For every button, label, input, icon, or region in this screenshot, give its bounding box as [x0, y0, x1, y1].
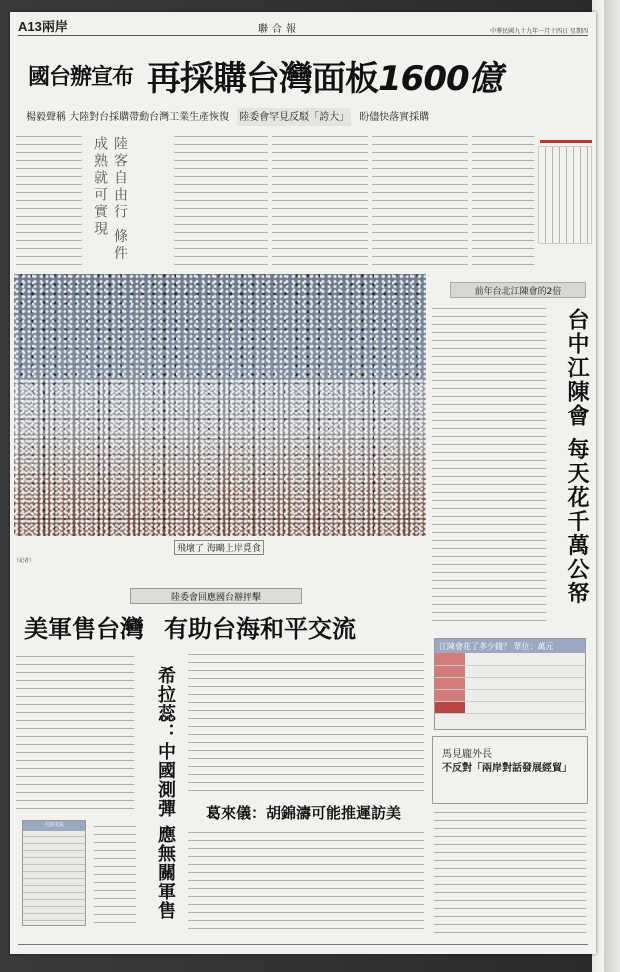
table-row	[435, 665, 585, 677]
page-label: A13兩岸	[18, 19, 68, 34]
second-vertical-headline: 希拉蕊：中國測彈 應無關軍售	[155, 666, 176, 921]
lead-headline-number: 1600億	[378, 58, 502, 99]
lead-headline-words: 再採購台灣面板	[147, 58, 379, 99]
second-story-headline	[24, 608, 424, 644]
minister-line-2: 不反對「兩岸對話發展經貿」	[442, 763, 572, 774]
cost-chart-unit: 單位：萬元	[513, 641, 554, 651]
lead-kicker: 國台辦宣布	[28, 64, 134, 90]
table-row	[435, 653, 585, 665]
second-sub-headline: 葛來儀：胡錦濤可能推遲訪美	[206, 804, 402, 822]
minister-body	[434, 808, 586, 938]
lead-body-col-3	[272, 132, 368, 270]
lead-body-col-4	[372, 132, 468, 270]
bottom-rule	[18, 944, 588, 945]
minister-box-title	[442, 748, 572, 776]
cost-chart-title	[435, 639, 585, 653]
second-body-col-2	[188, 652, 424, 796]
photo-credit: （記者）	[14, 558, 35, 564]
second-story-banner: 陸委會回應國台辦抨擊	[130, 588, 302, 604]
side-story-body	[432, 308, 546, 626]
lead-sub-2: 陸委會罕見反駁「誇大」	[237, 108, 351, 126]
second-headline-left: 美軍售台灣	[24, 613, 144, 643]
table-row	[435, 701, 585, 713]
lead-sub-1: 楊毅聲稱 大陸對台採購帶動台灣工業生產恢復	[26, 112, 230, 123]
lead-subheads	[26, 108, 586, 126]
lead-body-col-2	[174, 132, 268, 270]
minister-line-1: 馬見龐外長	[442, 749, 492, 760]
second-body-col-1	[16, 652, 134, 814]
table-row	[435, 677, 585, 689]
newspaper-page	[10, 12, 596, 954]
lead-headline	[28, 48, 588, 102]
date-line: 中華民國九十九年一月十四日 星期四	[490, 28, 588, 35]
cost-chart	[434, 638, 586, 730]
table-row	[435, 689, 585, 701]
disaster-table-title: 大陸災區	[23, 821, 85, 831]
side-story-tag: 前年台北江陳會的2倍	[450, 282, 586, 298]
second-body-col-4	[188, 830, 424, 934]
page-header	[18, 18, 588, 36]
lead-headline-text	[147, 51, 502, 100]
cost-chart-table	[435, 653, 585, 714]
disaster-table	[22, 820, 86, 926]
sidebar-box	[538, 146, 592, 244]
cost-chart-title-text: 江陳會花了多少錢？	[439, 641, 511, 651]
lead-pullquote: 陸客自由行 條件成熟就可實現	[92, 136, 128, 263]
lead-body-col-1	[16, 132, 82, 270]
photo-birds-layer-2	[14, 379, 426, 536]
lead-sub-3: 盼儘快落實採購	[359, 112, 430, 123]
second-headline-right: 有助台海和平交流	[164, 613, 356, 643]
paper-name: 聯合報	[257, 24, 300, 35]
disaster-table-body	[23, 831, 85, 927]
photo-caption: 飛壞了 海鷗上岸覓食	[174, 540, 264, 555]
news-photo-seagulls	[14, 274, 426, 536]
adjacent-page-edge-2	[604, 0, 620, 972]
lead-body-col-5	[472, 132, 534, 270]
sidebar-rule	[540, 140, 592, 143]
side-story-headline: 台中江陳會 每天花千萬公帑	[564, 308, 590, 606]
second-body-col-3	[94, 820, 136, 928]
